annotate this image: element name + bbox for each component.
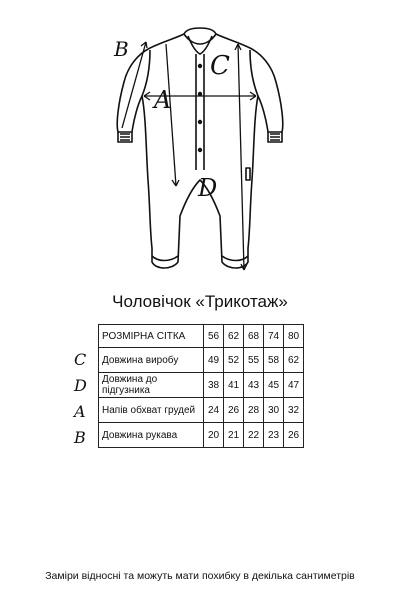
row-label: Довжина до підгузника xyxy=(99,373,204,398)
value-cell: 49 xyxy=(204,348,224,373)
button-dots xyxy=(198,64,202,152)
row-marker-c: C xyxy=(74,350,87,369)
measurement-footnote: Заміри відносні та можуть мати похибку в декілька сантиметрів xyxy=(45,570,355,582)
value-cell: 21 xyxy=(224,423,244,448)
value-cell: 32 xyxy=(284,398,304,423)
value-cell: 30 xyxy=(264,398,284,423)
value-cell: 22 xyxy=(244,423,264,448)
value-cell: 47 xyxy=(284,373,304,398)
value-cell: 55 xyxy=(244,348,264,373)
marker-d: D xyxy=(198,174,218,202)
product-title: Чоловічок «Трикотаж» xyxy=(112,292,288,311)
size-cell: 56 xyxy=(204,325,224,348)
measurement-lines xyxy=(122,42,256,270)
value-cell: 52 xyxy=(224,348,244,373)
value-cell: 41 xyxy=(224,373,244,398)
row-marker-a: A xyxy=(74,402,86,421)
value-cell: 26 xyxy=(224,398,244,423)
size-cell: 62 xyxy=(224,325,244,348)
size-table xyxy=(98,324,304,448)
marker-a: A xyxy=(154,86,172,114)
value-cell: 23 xyxy=(264,423,284,448)
value-cell: 20 xyxy=(204,423,224,448)
value-cell: 45 xyxy=(264,373,284,398)
table-row xyxy=(99,423,304,448)
value-cell: 28 xyxy=(244,398,264,423)
row-label: Довжина рукава xyxy=(99,423,204,448)
size-cell: 80 xyxy=(284,325,304,348)
value-cell: 43 xyxy=(244,373,264,398)
value-cell: 58 xyxy=(264,348,284,373)
row-label: Напів обхват грудей xyxy=(99,398,204,423)
marker-b: B xyxy=(114,37,129,61)
value-cell: 26 xyxy=(284,423,304,448)
table-header-row xyxy=(99,325,304,348)
value-cell: 62 xyxy=(284,348,304,373)
table-row xyxy=(99,348,304,373)
size-cell: 68 xyxy=(244,325,264,348)
header-label: РОЗМІРНА СІТКА xyxy=(99,325,204,348)
size-cell: 74 xyxy=(264,325,284,348)
value-cell: 24 xyxy=(204,398,224,423)
table-row xyxy=(99,373,304,398)
row-label: Довжина виробу xyxy=(99,348,204,373)
row-marker-d: D xyxy=(74,376,87,395)
value-cell: 38 xyxy=(204,373,224,398)
row-marker-b: B xyxy=(74,428,86,447)
marker-c: C xyxy=(210,51,230,81)
table-row xyxy=(99,398,304,423)
